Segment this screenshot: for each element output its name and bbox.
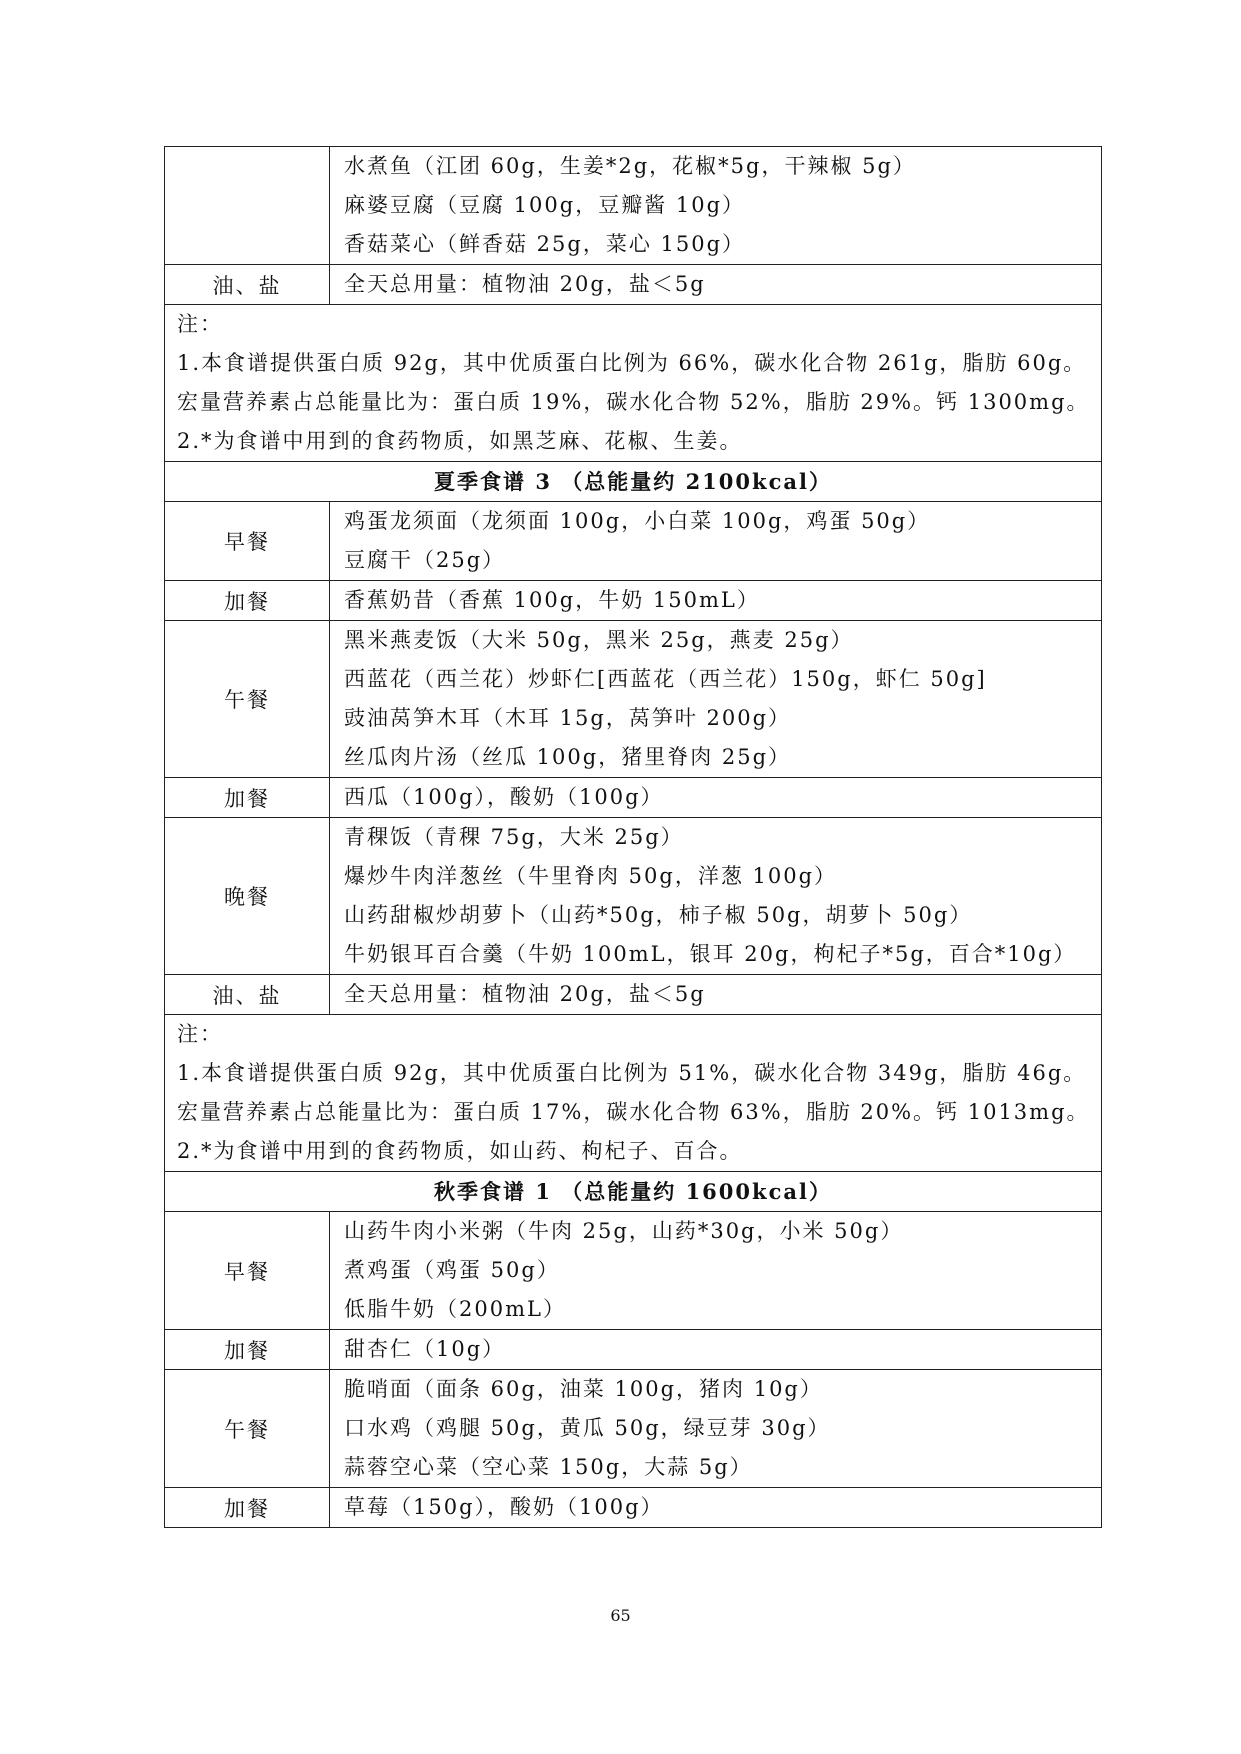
- meal-items: [330, 1212, 1102, 1330]
- meal-label: 早餐: [165, 1212, 330, 1330]
- meal-row: [165, 502, 1102, 581]
- meal-row: [165, 778, 1102, 818]
- note-line: 1.本食谱提供蛋白质 92g，其中优质蛋白比例为 51%，碳水化合物 349g，脂肪 46g。: [177, 1061, 1087, 1085]
- recipe-title-text: 夏季食谱 3 （总能量约 2100kcal）: [434, 469, 832, 494]
- dish-line: 青稞饭（青稞 75g，大米 25g）: [344, 825, 684, 849]
- meal-items: [330, 147, 1102, 265]
- meal-items: [330, 621, 1102, 778]
- note-line: 1.本食谱提供蛋白质 92g，其中优质蛋白比例为 66%，碳水化合物 261g，脂肪 60g。: [177, 351, 1087, 375]
- dish-line: 脆哨面（面条 60g，油菜 100g，猪肉 10g）: [344, 1377, 823, 1401]
- recipe-title-text: 秋季食谱 1 （总能量约 1600kcal）: [434, 1179, 832, 1204]
- note-line: 2.*为食谱中用到的食药物质，如山药、枸杞子、百合。: [177, 1139, 743, 1163]
- recipe-title: [165, 462, 1102, 502]
- meal-label: 午餐: [165, 621, 330, 778]
- meal-label: 早餐: [165, 502, 330, 581]
- meal-label: 油、盐: [165, 975, 330, 1015]
- dish-line: 全天总用量：植物油 20g，盐＜5g: [344, 272, 706, 296]
- meal-label: 晚餐: [165, 818, 330, 975]
- menu-table: [164, 146, 1102, 1528]
- dish-line: 山药牛肉小米粥（牛肉 25g，山药*30g，小米 50g）: [344, 1219, 904, 1243]
- meal-items: [330, 778, 1102, 818]
- meal-row: [165, 818, 1102, 975]
- meal-row: [165, 1212, 1102, 1330]
- meal-items: [330, 1330, 1102, 1370]
- meal-row: [165, 581, 1102, 621]
- meal-label: [165, 147, 330, 265]
- recipe-title-row: [165, 462, 1102, 502]
- dish-line: 蒜蓉空心菜（空心菜 150g，大蒜 5g）: [344, 1455, 753, 1479]
- meal-row: [165, 975, 1102, 1015]
- dish-line: 山药甜椒炒胡萝卜（山药*50g，柿子椒 50g，胡萝卜 50g）: [344, 903, 973, 927]
- dish-line: 草莓（150g），酸奶（100g）: [344, 1495, 664, 1519]
- meal-row: [165, 1370, 1102, 1488]
- note-line: 宏量营养素占总能量比为：蛋白质 17%，碳水化合物 63%，脂肪 20%。钙 1013mg。: [177, 1100, 1090, 1124]
- meal-items: [330, 818, 1102, 975]
- dish-line: 全天总用量：植物油 20g，盐＜5g: [344, 982, 706, 1006]
- meal-items: [330, 1370, 1102, 1488]
- meal-label: 午餐: [165, 1370, 330, 1488]
- recipe-title-row: [165, 1172, 1102, 1212]
- note-cell: [165, 1015, 1102, 1172]
- recipe-title: [165, 1172, 1102, 1212]
- note-line: 2.*为食谱中用到的食药物质，如黑芝麻、花椒、生姜。: [177, 429, 743, 453]
- meal-label: 加餐: [165, 1330, 330, 1370]
- dish-line: 爆炒牛肉洋葱丝（牛里脊肉 50g，洋葱 100g）: [344, 864, 838, 888]
- meal-items: [330, 581, 1102, 621]
- meal-row: [165, 1488, 1102, 1528]
- note-cell: [165, 305, 1102, 462]
- meal-row: [165, 621, 1102, 778]
- note-row: [165, 1015, 1102, 1172]
- dish-line: 黑米燕麦饭（大米 50g，黑米 25g，燕麦 25g）: [344, 628, 854, 652]
- page-number: 65: [610, 1606, 631, 1625]
- note-line: 宏量营养素占总能量比为：蛋白质 19%，碳水化合物 52%，脂肪 29%。钙 1300mg。: [177, 390, 1090, 414]
- dish-line: 甜杏仁（10g）: [344, 1337, 506, 1361]
- dish-line: 豉油莴笋木耳（木耳 15g，莴笋叶 200g）: [344, 706, 792, 730]
- meal-row: [165, 1330, 1102, 1370]
- meal-items: [330, 1488, 1102, 1528]
- note-line: 注：: [177, 1022, 223, 1046]
- meal-label: 加餐: [165, 581, 330, 621]
- meal-label: 加餐: [165, 1488, 330, 1528]
- dish-line: 煮鸡蛋（鸡蛋 50g）: [344, 1258, 560, 1282]
- dish-line: 口水鸡（鸡腿 50g，黄瓜 50g，绿豆芽 30g）: [344, 1416, 831, 1440]
- meal-row: [165, 147, 1102, 265]
- dish-line: 豆腐干（25g）: [344, 548, 506, 572]
- dish-line: 牛奶银耳百合羹（牛奶 100mL，银耳 20g，枸杞子*5g，百合*10g）: [344, 942, 1077, 966]
- meal-label: 油、盐: [165, 265, 330, 305]
- dish-line: 水煮鱼（江团 60g，生姜*2g，花椒*5g，干辣椒 5g）: [344, 154, 916, 178]
- dish-line: 西蓝花（西兰花）炒虾仁[西蓝花（西兰花）150g，虾仁 50g]: [344, 667, 987, 691]
- meal-items: [330, 265, 1102, 305]
- dish-line: 香菇菜心（鲜香菇 25g，菜心 150g）: [344, 232, 746, 256]
- dish-line: 低脂牛奶（200mL）: [344, 1297, 566, 1321]
- dish-line: 香蕉奶昔（香蕉 100g，牛奶 150mL）: [344, 588, 760, 612]
- note-row: [165, 305, 1102, 462]
- dish-line: 丝瓜肉片汤（丝瓜 100g，猪里脊肉 25g）: [344, 745, 792, 769]
- dish-line: 西瓜（100g），酸奶（100g）: [344, 785, 664, 809]
- dish-line: 麻婆豆腐（豆腐 100g，豆瓣酱 10g）: [344, 193, 746, 217]
- meal-items: [330, 975, 1102, 1015]
- dish-line: 鸡蛋龙须面（龙须面 100g，小白菜 100g，鸡蛋 50g）: [344, 509, 931, 533]
- meal-label: 加餐: [165, 778, 330, 818]
- meal-row: [165, 265, 1102, 305]
- meal-items: [330, 502, 1102, 581]
- note-line: 注：: [177, 312, 223, 336]
- menu-table-body: [165, 147, 1102, 1528]
